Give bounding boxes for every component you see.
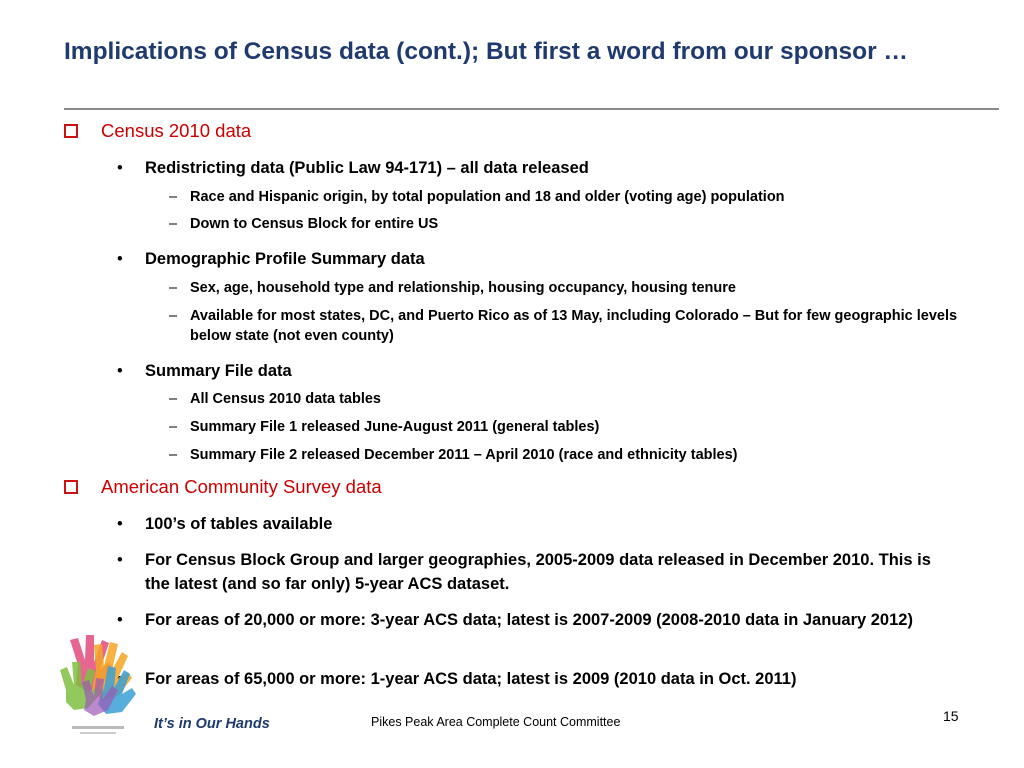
sub-bullet-text: Race and Hispanic origin, by total population and 18 and older (voting age) population xyxy=(190,189,785,205)
footer-tagline: It’s in Our Hands xyxy=(154,716,270,732)
sub-bullet-dash: – xyxy=(169,447,178,463)
title-divider xyxy=(64,108,999,110)
sub-bullet-dash: – xyxy=(169,419,178,435)
section-heading: American Community Survey data xyxy=(101,476,382,497)
bullet-text: 100’s of tables available xyxy=(145,515,333,533)
sub-bullet-text: Summary File 2 released December 2011 – April 2010 (race and ethnicity tables) xyxy=(190,447,738,463)
bullet-dot: • xyxy=(117,551,123,569)
sub-bullet-text: Sex, age, household type and relationship, housing occupancy, housing tenure xyxy=(190,280,736,296)
checkbox-bullet-icon xyxy=(64,124,78,138)
hands-logo xyxy=(58,630,148,740)
checkbox-bullet-icon xyxy=(64,480,78,494)
sub-bullet-dash: – xyxy=(169,189,178,205)
bullet-text: For areas of 20,000 or more: 3-year ACS data; latest is 2007-2009 (2008-2010 data in January 2012) xyxy=(145,611,913,629)
bullet-text: For areas of 65,000 or more: 1-year ACS data; latest is 2009 (2010 data in Oct. 2011) xyxy=(145,670,797,688)
bullet-dot: • xyxy=(117,362,123,380)
bullet-dot: • xyxy=(117,611,123,629)
bullet-dot: • xyxy=(117,250,123,268)
bullet-dot: • xyxy=(117,159,123,177)
sub-bullet-text: Down to Census Block for entire US xyxy=(190,216,439,232)
sub-bullet-dash: – xyxy=(169,280,178,296)
section-heading: Census 2010 data xyxy=(101,120,252,141)
bullet-text: Demographic Profile Summary data xyxy=(145,250,425,268)
bullet-text: Redistricting data (Public Law 94-171) – all data released xyxy=(145,159,589,177)
sub-bullet-text: All Census 2010 data tables xyxy=(190,391,381,407)
slide-title: Implications of Census data (cont.); But first a word from our sponsor … xyxy=(64,38,908,65)
bullet-text: For Census Block Group and larger geographies, 2005-2009 data released in December 2010. This is the latest (and so far only) 5-year ACS dataset. xyxy=(145,551,931,593)
bullet-text: Summary File data xyxy=(145,362,292,380)
bullet-dot: • xyxy=(117,515,123,533)
page-number: 15 xyxy=(943,708,959,724)
sub-bullet-dash: – xyxy=(169,391,178,407)
sub-bullet-text: Available for most states, DC, and Puerto Rico as of 13 May, including Colorado – But for few geographic levels below state (not even county) xyxy=(190,308,958,344)
footer-organization: Pikes Peak Area Complete Count Committee xyxy=(371,715,621,729)
sub-bullet-dash: – xyxy=(169,308,178,324)
sub-bullet-text: Summary File 1 released June-August 2011 (general tables) xyxy=(190,419,600,435)
sub-bullet-dash: – xyxy=(169,216,178,232)
